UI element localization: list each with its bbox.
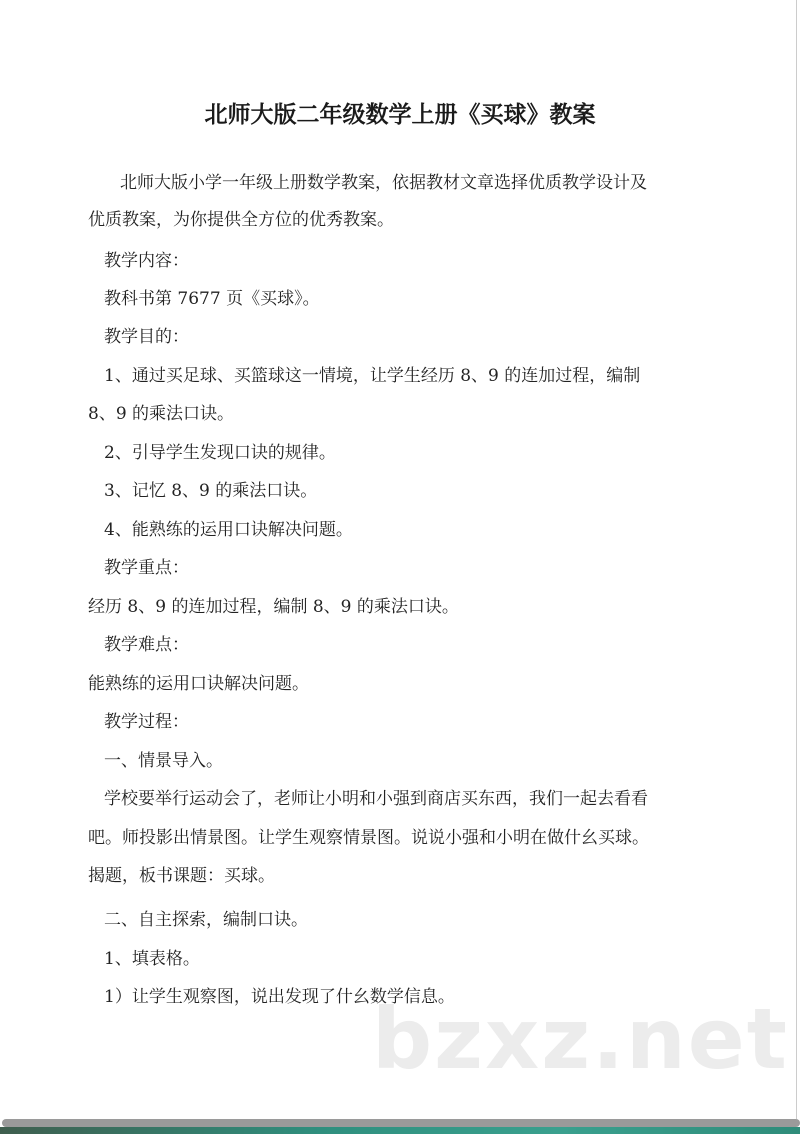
text-line: 8、9 的乘法口诀。 <box>88 404 235 424</box>
text-line: 3、记忆 8、9 的乘法口诀。 <box>104 481 318 501</box>
text-line: 揭题，板书课题：买球。 <box>88 866 275 886</box>
text-line: 能熟练的运用口诀解决问题。 <box>88 674 309 694</box>
text-line: 二、自主探索，编制口诀。 <box>104 910 308 930</box>
text-line: 吧。师投影出情景图。让学生观察情景图。说说小强和小明在做什幺买球。 <box>88 828 649 848</box>
text-line: 北师大版小学一年级上册数学教案，依据教材文章选择优质教学设计及 <box>120 173 647 193</box>
text-line: 教学过程： <box>104 712 189 732</box>
text-line: 教学目的： <box>104 327 189 347</box>
text-line: 教学难点： <box>104 635 189 655</box>
text-line: 教科书第 7677 页《买球》。 <box>104 289 320 309</box>
desktop-background-strip <box>0 1127 800 1134</box>
text-line: 优质教案，为你提供全方位的优秀教案。 <box>88 210 394 230</box>
watermark: bzxz.net <box>372 990 789 1088</box>
document-title: 北师大版二年级数学上册《买球》教案 <box>204 102 596 128</box>
text-line: 2、引导学生发现口诀的规律。 <box>104 443 336 463</box>
text-line: 1、填表格。 <box>104 949 200 969</box>
horizontal-scrollbar[interactable] <box>2 1119 800 1127</box>
text-line: 1）让学生观察图，说出发现了什幺数学信息。 <box>104 987 455 1007</box>
text-line: 4、能熟练的运用口诀解决问题。 <box>104 520 353 540</box>
text-line: 学校要举行运动会了，老师让小明和小强到商店买东西，我们一起去看看 <box>104 789 648 809</box>
text-line: 教学重点： <box>104 558 189 578</box>
text-line: 经历 8、9 的连加过程，编制 8、9 的乘法口诀。 <box>88 597 459 617</box>
text-line: 1、通过买足球、买篮球这一情境，让学生经历 8、9 的连加过程，编制 <box>104 366 641 386</box>
text-line: 教学内容： <box>104 251 189 271</box>
text-line: 一、情景导入。 <box>104 751 223 771</box>
